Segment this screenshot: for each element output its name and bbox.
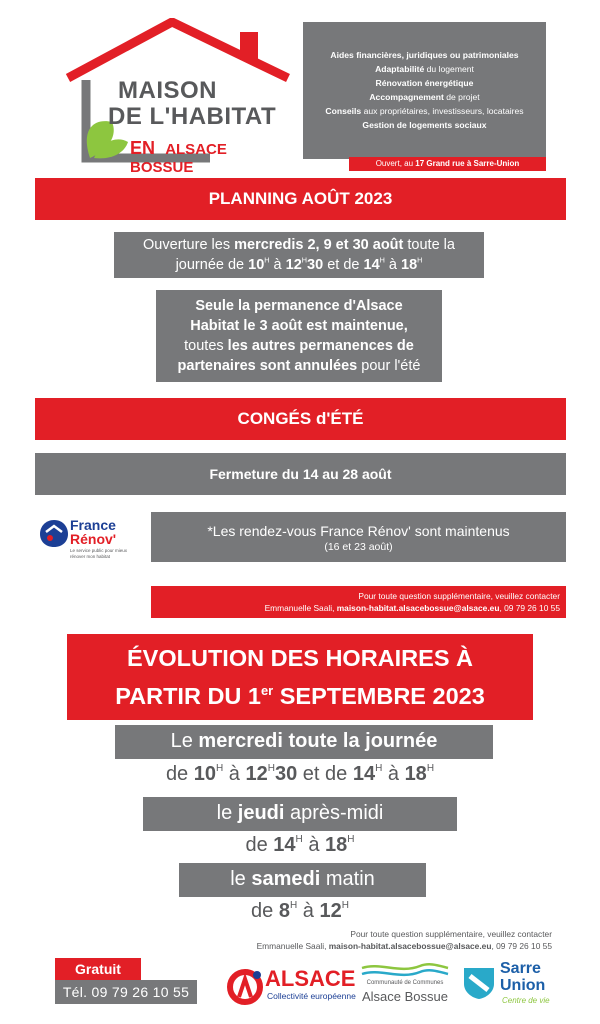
wednesday-hours: de $10^H$ à $12^H30$ et de $14^H$ à $18^H$: [165, 763, 435, 785]
phone-box: Tél. 09 79 26 10 55: [55, 980, 197, 1004]
service-item: Adaptabilité du logement: [375, 64, 474, 74]
contact-box-red: Pour toute question supplémentaire, veuillez contacter Emmanuelle Saali, maison-habitat.alsacebossue@alsace.eu, 09 79 26 10 55: [151, 586, 566, 618]
sarre-union-logo: [462, 960, 557, 1010]
logo-line1: MAISON: [118, 77, 217, 104]
service-item: Gestion de logements sociaux: [362, 120, 487, 130]
service-item: Rénovation énergétique: [375, 78, 474, 88]
sarre-union-text: Sarre Union: [500, 960, 546, 994]
gratuit-badge: Gratuit: [55, 958, 141, 980]
alsace-text: ALSACE: [265, 966, 356, 991]
alsace-subtitle: Collectivité européenne: [267, 991, 356, 1001]
cc-name: Alsace Bossue: [362, 989, 448, 1004]
logo-title: [108, 78, 276, 130]
planning-title: PLANNING AOÛT 2023: [35, 178, 566, 220]
thursday-hours: de $14^H$ à $18^H$: [245, 834, 355, 856]
logo-region: [130, 138, 290, 176]
thursday-label: le jeudi après-midi: [143, 797, 457, 831]
contact-note: Pour toute question supplémentaire, veuillez contacter Emmanuelle Saali, maison-habitat.alsacebossue@alsace.eu, 09 79 26 10 55: [256, 929, 552, 951]
service-item: Conseils aux propriétaires, investisseurs, locataires: [325, 106, 524, 116]
permanence-box: Seule la permanence d'Alsace Habitat le 3 août est maintenue, toutes les autres permanences de partenaires sont annulées pour l'été: [156, 290, 442, 382]
logo-en: EN: [130, 138, 156, 158]
service-item: Aides financières, juridiques ou patrimoniales: [330, 50, 519, 60]
opening-days-box: Ouverture les mercredis 2, 9 et 30 août toute la journée de $10^H$ à $12^H30$ et de $14^H$ à $18^H$: [114, 232, 484, 278]
alsace-bossue-logo: [360, 962, 450, 1010]
logo-region-name: ALSACE BOSSUE: [130, 141, 227, 176]
evolution-title-line2: PARTIR DU 1er SEPTEMBRE 2023: [67, 672, 533, 720]
alsace-emblem-icon: [225, 967, 265, 1007]
river-waves-icon: [360, 962, 450, 980]
france-renov-logo: [40, 514, 140, 570]
france-renov-note: *Les rendez-vous France Rénov' sont maintenus (16 et 23 août): [151, 512, 566, 562]
france-renov-text: France Rénov': [70, 517, 117, 547]
saturday-hours: de $8^H$ à $12^H$: [251, 900, 349, 922]
logo-line2: DE L'HABITAT: [108, 103, 277, 130]
wednesday-label: Le mercredi toute la journée: [115, 725, 493, 759]
opening-address: Ouvert, au 17 Grand rue à Sarre-Union: [349, 157, 546, 171]
maison-habitat-logo: [60, 18, 290, 176]
cc-label: Communauté de Communes: [366, 980, 444, 986]
saturday-label: le samedi matin: [179, 863, 426, 897]
evolution-title-line1: ÉVOLUTION DES HORAIRES À: [67, 634, 533, 682]
sarre-union-subtitle: Centre de vie: [502, 996, 550, 1005]
alsace-logo: [225, 965, 355, 1010]
france-renov-tagline: Le service public pour mieux rénover mon habitat: [70, 548, 128, 559]
sarre-union-shield-icon: [462, 966, 496, 1000]
france-renov-icon: [40, 518, 68, 548]
services-box: [303, 22, 546, 159]
conges-title: CONGÉS d'ÉTÉ: [35, 398, 566, 440]
service-item: Accompagnement de projet: [369, 92, 480, 102]
fermeture-box: Fermeture du 14 au 28 août: [35, 453, 566, 495]
